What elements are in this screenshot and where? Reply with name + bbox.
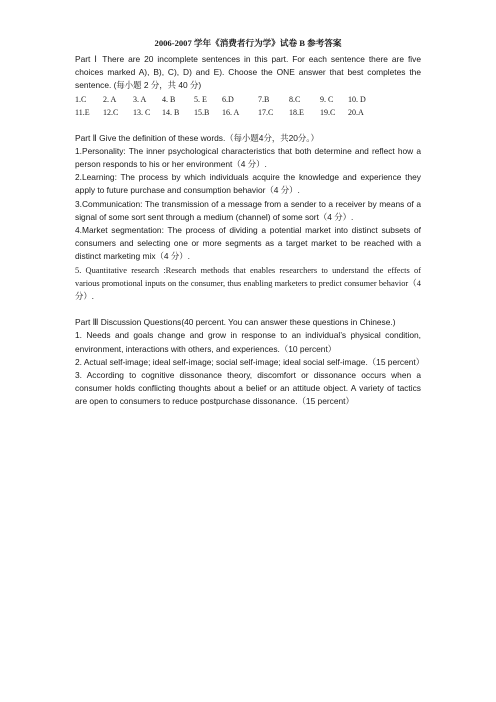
answer-12: 12.C	[103, 107, 119, 117]
answer-18: 18.E	[289, 107, 304, 117]
answer-5: 5. E	[194, 94, 207, 104]
discussion-item-1: 1. Needs and goals change and grow in response to an individual’s physical condition, environment, interactions with others, and experiences.（10 percent）	[75, 330, 421, 354]
answer-17: 17.C	[258, 107, 274, 117]
definition-item-3: 3.Communication: The transmission of a message from a sender to a receiver by means of a signal of some sort sent through a medium (channel) of some sort（4 分）.	[75, 198, 421, 222]
answer-19: 19.C	[320, 107, 336, 117]
answer-11: 11.E	[75, 107, 90, 117]
document-page	[75, 38, 425, 409]
answer-10: 10. D	[348, 94, 366, 104]
answer-row-2	[75, 106, 421, 119]
definition-item-2: 2.Learning: The process by which individuals acquire the knowledge and experience they apply to future purchase and consumption behavior（4 分）.	[75, 172, 421, 196]
part2-heading: Part Ⅱ Give the definition of these words.（每小题4分，共20分。）	[75, 132, 319, 143]
part3-heading: Part Ⅲ Discussion Questions(40 percent. You can answer these questions in Chinese.)	[75, 317, 396, 328]
answer-3: 3. A	[133, 94, 147, 104]
answer-1: 1.C	[75, 94, 87, 104]
document-title: 2006-2007 学年《消费者行为学》试卷 B 参考答案	[154, 38, 342, 48]
part1-instructions: Part Ⅰ There are 20 incomplete sentences in this part. For each sentence there are five choices marked A), B), C), D) and E). Choose the ONE answer that best completes the sentence. (每小题 2 分，共 40 分)	[75, 54, 421, 91]
answer-20: 20.A	[348, 107, 364, 117]
definition-item-5: 5. Quantitative research :Research methods that enables researchers to understand the effects of various promotional inputs on the consumer, thus enabling marketers to predict consumer behavior（4 分）.	[75, 265, 421, 302]
answer-8: 8.C	[289, 94, 301, 104]
answer-14: 14. B	[162, 107, 180, 117]
answer-6: 6.D	[222, 94, 234, 104]
discussion-item-3: 3. According to cognitive dissonance theory, discomfort or dissonance occurs when a consumer holds conflicting thoughts about a belief or an attitude object. A variety of tactics are open to consumers to reduce postpurchase dissonance.（15 percent）	[75, 370, 421, 407]
answer-15: 15.B	[194, 107, 210, 117]
answer-2: 2. A	[103, 94, 117, 104]
answer-7: 7.B	[258, 94, 270, 104]
answer-13: 13. C	[133, 107, 151, 117]
definition-item-1: 1.Personality: The inner psychological characteristics that both determine and reflect how a person responds to his or her environment（4 分）.	[75, 145, 421, 170]
definition-item-4: 4.Market segmentation: The process of dividing a potential market into distinct subsets of consumers and selecting one or more segments as a target market to be reached with a distinct marketing mix（4 分）.	[75, 225, 421, 262]
discussion-item-2: 2. Actual self-image; ideal self-image; social self-image; ideal social self-image.（15 percent）	[75, 356, 425, 367]
answer-16: 16. A	[222, 107, 240, 117]
answer-row-1	[75, 93, 421, 106]
answer-9: 9. C	[320, 94, 334, 104]
answer-4: 4. B	[162, 94, 176, 104]
